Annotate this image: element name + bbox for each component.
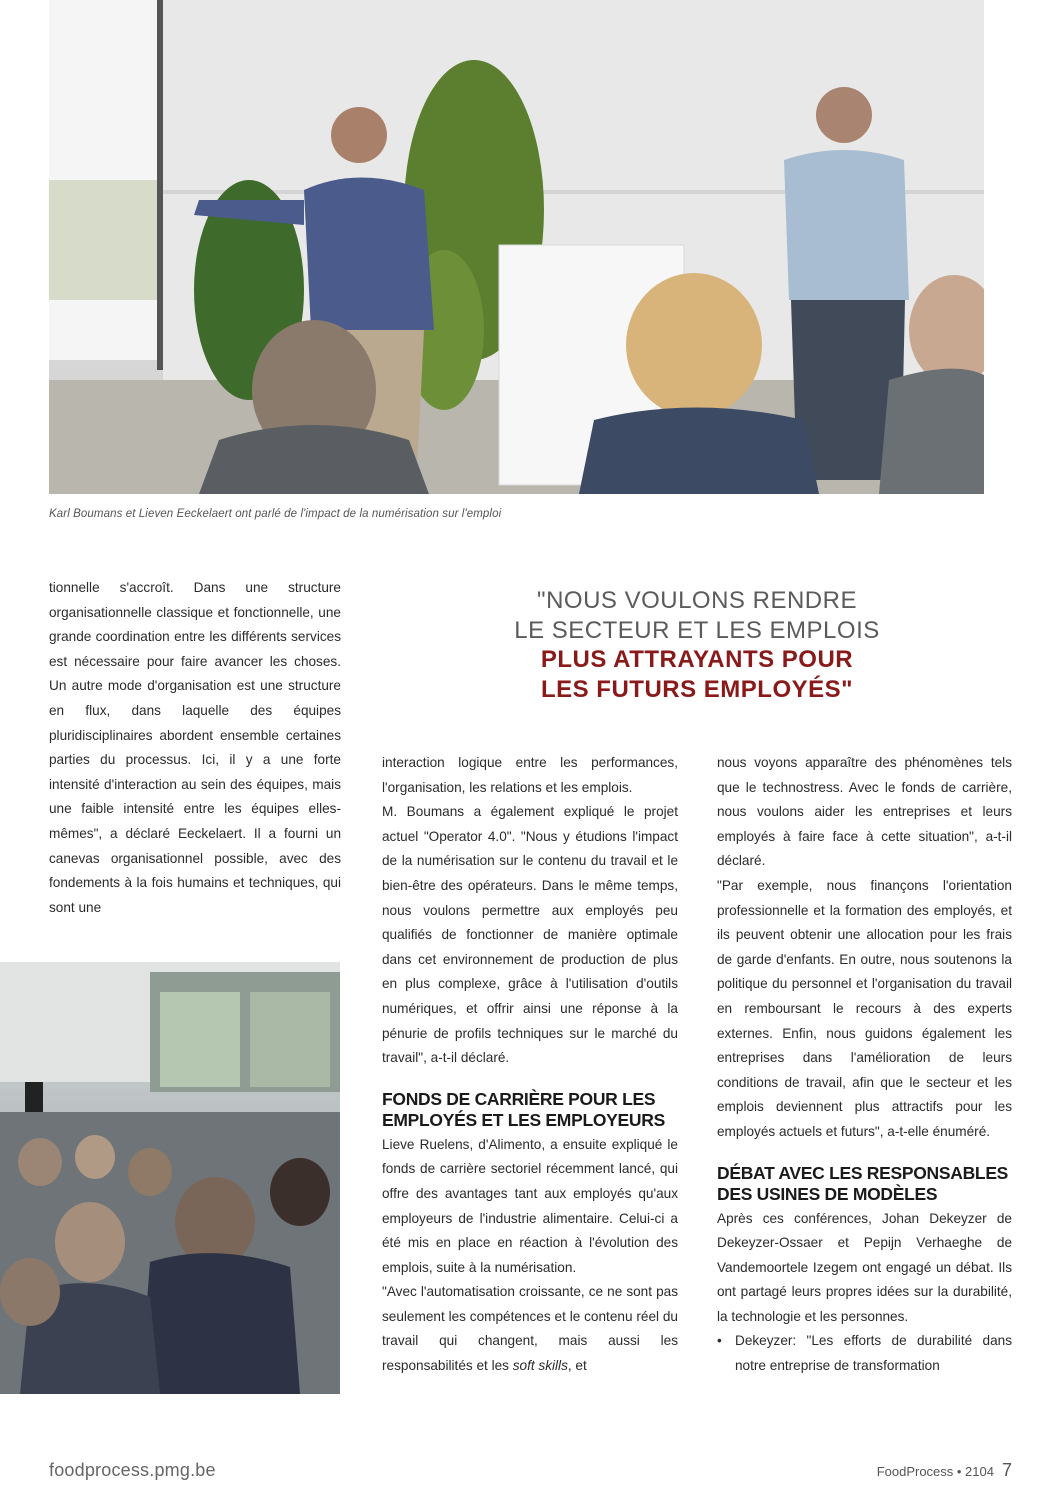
bullet-item — [717, 1329, 1012, 1378]
section-heading: DÉBAT AVEC LES RESPONSABLES DES USINES DE MODÈLES — [717, 1162, 1009, 1204]
photo-caption: Karl Boumans et Lieven Eeckelaert ont parlé de l'impact de la numérisation sur l'emploi — [49, 508, 502, 520]
paragraph: nous voyons apparaître des phénomènes tels que le technostress. Avec le fonds de carrière, nous voulons aider les entreprises et leurs employés à faire face à cette situation", a-t-il déclaré. — [717, 755, 1012, 869]
pull-quote — [382, 586, 1012, 704]
bullet-text: Dekeyzer: "Les efforts de durabilité dans notre entreprise de transformation — [735, 1333, 1012, 1374]
issue-label: FoodProcess • 2104 — [876, 1464, 994, 1479]
paragraph: tionnelle s'accroît. Dans une structure organisationnelle classique et fonctionnelle, une grande coordination entre les différents services est nécessaire pour faire avancer les choses. Un autre mode d'organisation est une structure en flux, dans laquelle des équipes pluridisciplinaires abordent ensemble certaines parties du processus. Ici, il y a une forte intensité d'interaction au sein des équipes, mais une faible intensité entre les équipes elles-mêmes", a déclaré Eeckelaert. Il a fourni un canevas organisationnel possible, avec des fondements à la fois humains et techniques, qui sont une — [49, 580, 341, 915]
footer-issue — [877, 1460, 1012, 1481]
paragraph: M. Boumans a également expliqué le projet actuel "Operator 4.0". "Nous y étudions l'impact de la numérisation sur le contenu du travail et le bien-être des opérateurs. Dans le même temps, nous voulons permettre aux employés peu qualifiés de fonctionner de manière optimale dans cet environnement de production de plus en plus complexe, grâce à l'utilisation d'outils numériques, et offrir ainsi une réponse à la pénurie de profils techniques sur le marché du travail", a-t-il déclaré. — [382, 804, 678, 1066]
column-right — [717, 751, 1012, 1379]
footer-website: foodprocess.pmg.be — [49, 1460, 216, 1480]
photo-audience-illustration — [0, 962, 340, 1394]
paragraph-text: , et — [567, 1358, 587, 1374]
page-number: 7 — [1001, 1460, 1012, 1480]
italic-term: soft skills — [512, 1358, 568, 1374]
paragraph: "Par exemple, nous finançons l'orientation professionnelle et la formation des employés, et ils peuvent obtenir une allocation pour les frais de garde d'enfants. En outre, nous soutenons la politique du personnel et l'organisation du travail en remboursant le recours à des experts externes. Enfin, nous guidons également les entreprises dans l'amélioration de leurs conditions de travail, afin que le secteur et les emplois deviennent plus attractifs pour les employés actuels et futurs", a-t-elle énuméré. — [717, 877, 1012, 1139]
paragraph: Après ces conférences, Johan Dekeyzer de Dekeyzer-Ossaer et Pepijn Verhaeghe de Vandemoortele Izegem ont engagé un débat. Ils ont partagé leurs propres idées sur la durabilité, la technologie et les personnes. — [717, 1210, 1012, 1324]
photo-speakers-illustration — [49, 0, 984, 494]
paragraph: Lieve Ruelens, d'Alimento, a ensuite expliqué le fonds de carrière sectoriel récemment lancé, qui offre des avantages tant aux employés qu'aux employeurs de l'industrie alimentaire. Celui-ci a été mis en place en réaction à l'évolution des emplois, suite à la numérisation. — [382, 1136, 678, 1275]
photo-audience — [0, 962, 340, 1394]
pull-quote-line: LE SECTEUR ET LES EMPLOIS — [514, 616, 880, 644]
paragraph: interaction logique entre les performances, l'organisation, les relations et les emplois. — [382, 755, 678, 795]
pull-quote-line: "NOUS VOULONS RENDRE — [537, 587, 857, 614]
paragraph-text: "Avec l'automatisation croissante, ce ne sont pas seulement les compétences et le contenu réel du travail qui changent, mais aussi les responsabilités et les — [382, 1284, 678, 1374]
column-middle — [382, 751, 678, 1379]
paragraph — [382, 1280, 678, 1378]
bullet-icon: • — [717, 1333, 722, 1349]
section-heading: FONDS DE CARRIÈRE POUR LES EMPLOYÉS ET LES EMPLOYEURS — [382, 1088, 665, 1130]
pull-quote-highlight: PLUS ATTRAYANTS POUR — [540, 646, 854, 673]
pull-quote-highlight: LES FUTURS EMPLOYÉS" — [540, 675, 854, 703]
photo-speakers — [49, 0, 984, 494]
column-left — [49, 576, 341, 920]
